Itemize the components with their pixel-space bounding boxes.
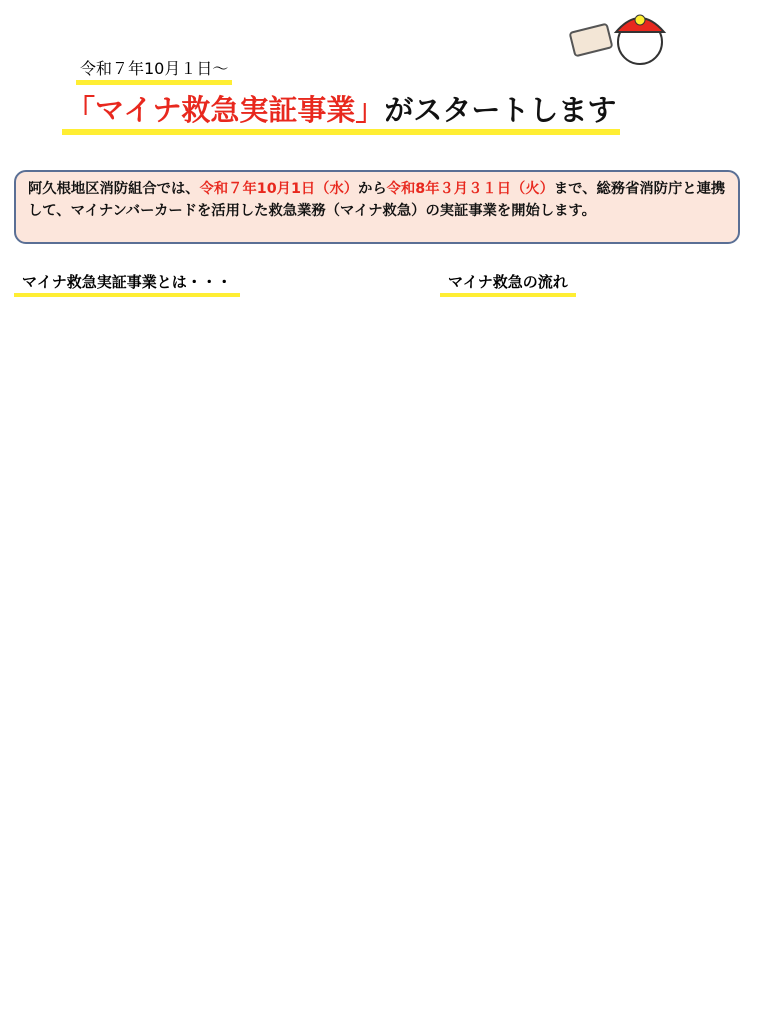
firefighter-mascot-illustration <box>568 2 678 84</box>
intro-text-3: まで、総務省消防庁と連携して、マイナンバーカードを活用した救急業務（マイナ救急）の実証事業を開始します。 <box>28 181 726 219</box>
title-suffix: がスタートします <box>384 93 617 127</box>
page-title <box>62 88 620 135</box>
intro-date-start: 令和７年10月1日（水） <box>199 181 359 197</box>
intro-date-end: 令和8年３月３１日（火） <box>386 181 554 197</box>
intro-text-2: から <box>358 181 387 197</box>
intro-text-1: 阿久根地区消防組合では、 <box>28 181 200 197</box>
start-date: 令和７年10月１日～ <box>76 56 232 85</box>
title-program-name: 「マイナ救急実証事業」 <box>66 93 385 127</box>
intro-box <box>14 170 740 244</box>
flow-heading: マイナ救急の流れ <box>440 271 576 297</box>
about-heading: マイナ救急実証事業とは・・・ <box>14 271 240 297</box>
